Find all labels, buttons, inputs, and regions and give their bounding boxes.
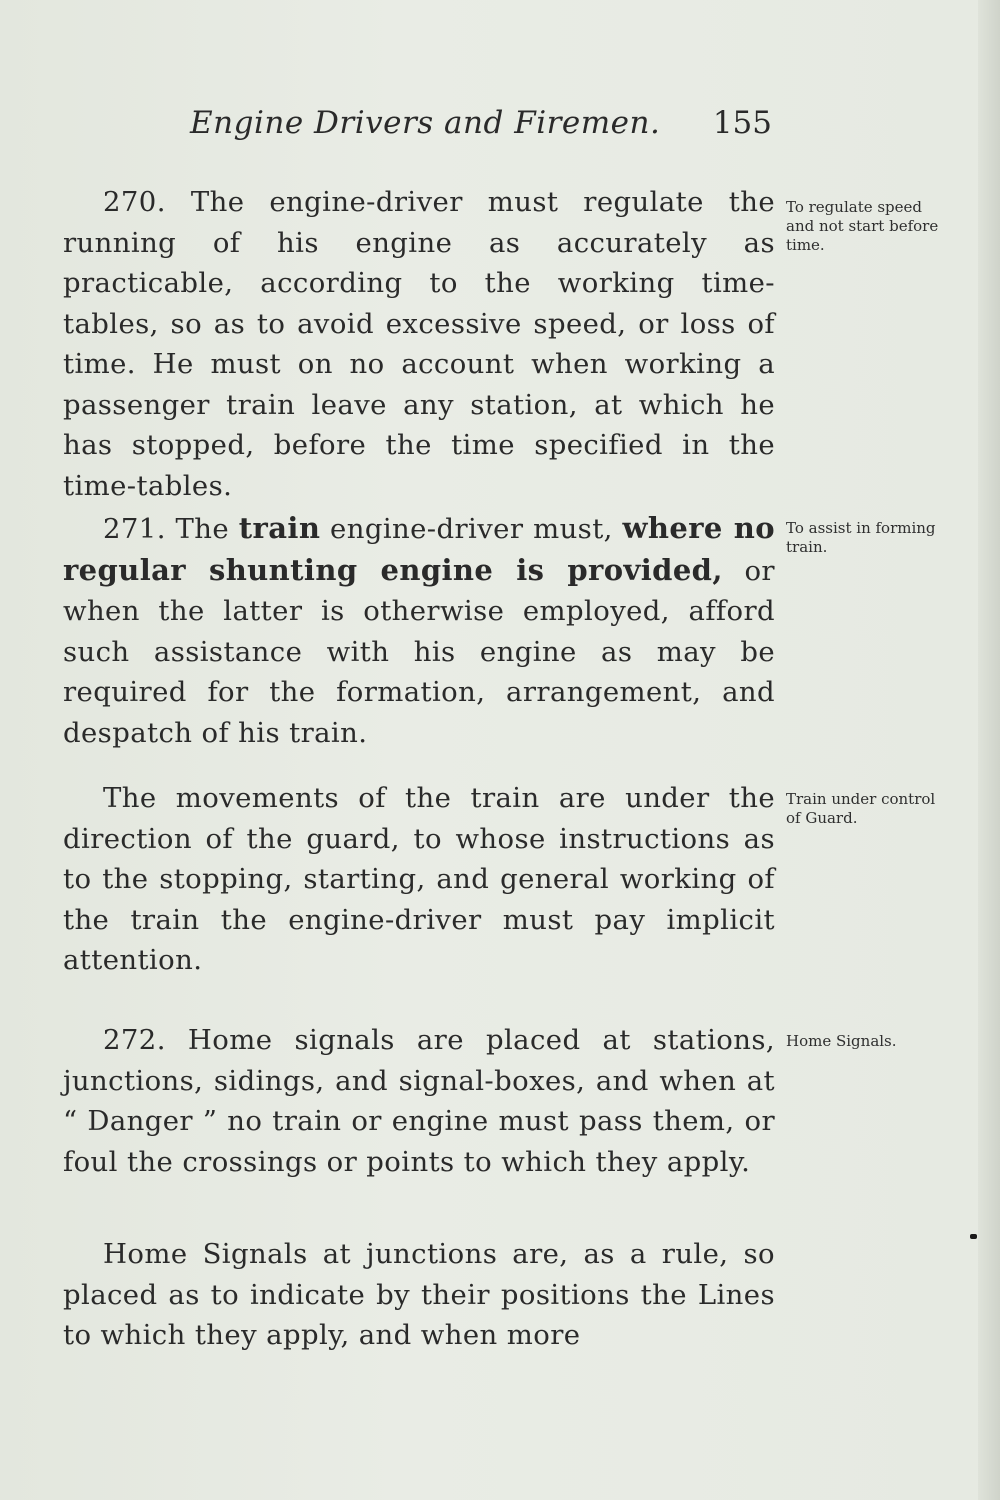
paragraph-272: 272. Home signals are placed at stations, junctions, sidings, and signal-boxes, and when at “ Danger ” no train or engine must pass them, or foul the crossings or points to which they apply.	[63, 1024, 775, 1178]
running-title: Engine Drivers and Firemen.	[190, 105, 661, 141]
paragraph-271-middle: engine-driver must,	[320, 513, 623, 545]
paragraph-272-home-signals: Home Signals at junctions are, as a rule, so placed as to indicate by their positions the Lines to which they apply, and when more	[63, 1238, 775, 1351]
paragraph-271-bold-train: train	[238, 511, 321, 545]
margin-note-270: To regulate speed and not start before time.	[786, 198, 939, 254]
paragraph-271-guard: The movements of the train are under the direction of the guard, to whose instructions as to the stopping, starting, and general working of the train the engine-driver must pay implicit attention.	[63, 782, 775, 976]
margin-note-guard: Train under control of Guard.	[786, 790, 936, 827]
page-header	[190, 105, 780, 145]
page-number: 155	[712, 105, 772, 141]
paragraph-271-bold-clause: where no regular shunting engine is provided,	[63, 511, 776, 587]
margin-note-271: To assist in forming train.	[786, 519, 936, 556]
paragraph-271-end: or when the latter is otherwise employed, afford such assistance with his engine as may be required for the formation, arrangement, and despatch of his train.	[63, 554, 775, 749]
paragraph-271-start: 271. The	[103, 513, 239, 545]
paragraph-270: 270. The engine-driver must regulate the running of his engine as accurately as practicable, according to the working time-tables, so as to avoid excessive speed, or loss of time. He must on no account when working a passenger train leave any station, at which he has stopped, before the time specified in the time-tables.	[63, 186, 775, 502]
margin-note-272: Home Signals.	[786, 1032, 897, 1050]
page-edge	[978, 0, 1000, 1500]
paragraph-271	[63, 508, 775, 753]
ink-mark	[970, 1234, 977, 1239]
